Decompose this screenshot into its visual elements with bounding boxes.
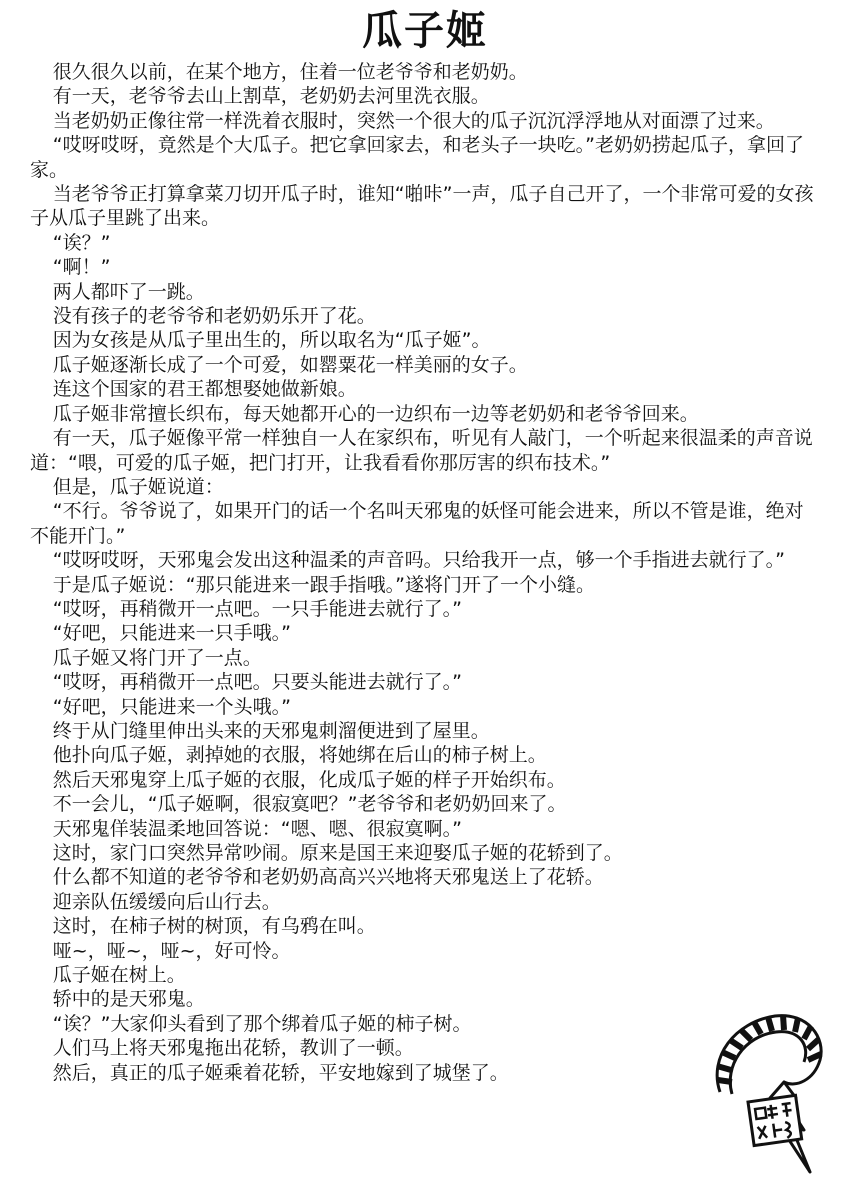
paragraph: “哎呀，再稍微开一点吧。一只手能进去就行了。” <box>52 597 462 620</box>
paragraph: “哎呀哎呀，竟然是个大瓜子。把它拿回家去，和老头子一块吃。”老奶奶捞起瓜子，拿回了家。 <box>30 134 804 181</box>
paragraph: 终于从门缝里伸出头来的天邪鬼刺溜便进到了屋里。 <box>52 719 490 742</box>
paragraph: 很久很久以前，在某个地方，住着一位老爷爷和老奶奶。 <box>52 61 528 83</box>
paragraph: 瓜子姬逐渐长成了一个可爱，如罂粟花一样美丽的女子。 <box>52 353 528 376</box>
paragraph: 两人都吓了一跳。 <box>52 280 205 303</box>
paragraph: “好吧，只能进来一个头哦。” <box>52 695 291 718</box>
paragraph: “诶？” <box>52 231 111 254</box>
paragraph: 什么都不知道的老爷爷和老奶奶高高兴兴地将天邪鬼送上了花轿。 <box>52 866 604 889</box>
paragraph: 这时，在柿子树的树顶，有乌鸦在叫。 <box>52 915 376 938</box>
paragraph: 因为女孩是从瓜子里出生的，所以取名为“瓜子姬”。 <box>52 329 491 352</box>
paragraph: 人们马上将天邪鬼拖出花轿，教训了一顿。 <box>52 1037 414 1060</box>
paragraph: “哎呀哎呀，天邪鬼会发出这种温柔的声音吗。只给我开一点，够一个手指进去就行了。” <box>52 549 785 572</box>
stylized-emblem-icon <box>700 1002 830 1187</box>
paragraph: “啊！” <box>52 256 111 279</box>
paragraph: 迎亲队伍缓缓向后山行去。 <box>52 890 281 913</box>
paragraph: 当老奶奶正像往常一样洗着衣服时，突然一个很大的瓜子沉沉浮浮地从对面漂了过来。 <box>52 109 775 132</box>
paragraph: 然后，真正的瓜子姬乘着花轿，平安地嫁到了城堡了。 <box>52 1061 509 1084</box>
paragraph: 瓜子姬又将门开了一点。 <box>52 646 262 669</box>
paragraph: 哑~，哑~，哑~，好可怜。 <box>52 939 291 962</box>
paragraph: “好吧，只能进来一只手哦。” <box>52 622 291 645</box>
paragraph: 不一会儿，“瓜子姬啊，很寂寞吧？”老爷爷和老奶奶回来了。 <box>52 793 567 816</box>
paragraph: 没有孩子的老爷爷和老奶奶乐开了花。 <box>52 305 376 328</box>
paragraph: 于是瓜子姬说：“那只能进来一跟手指哦。”遂将门开了一个小缝。 <box>52 573 595 596</box>
paragraph: “不行。爷爷说了，如果开门的话一个名叫天邪鬼的妖怪可能会进来，所以不管是谁，绝对不能开门。” <box>30 500 804 547</box>
paragraph: 瓜子姬在树上。 <box>52 964 186 987</box>
paragraph: 有一天，老爷爷去山上割草，老奶奶去河里洗衣服。 <box>52 85 490 108</box>
paragraph: “哎呀，再稍微开一点吧。只要头能进去就行了。” <box>52 671 462 694</box>
paragraph: “诶？”大家仰头看到了那个绑着瓜子姬的柿子树。 <box>52 1012 472 1035</box>
paragraph: 轿中的是天邪鬼。 <box>52 988 205 1011</box>
paragraph: 天邪鬼佯装温柔地回答说：“嗯、嗯、很寂寞啊。” <box>52 817 462 840</box>
paragraph: 瓜子姬非常擅长织布，每天她都开心的一边织布一边等老奶奶和老爷爷回来。 <box>52 402 699 425</box>
story-body <box>30 60 820 1085</box>
page-title: 瓜子姬 <box>362 8 488 54</box>
paragraph: 他扑向瓜子姬，剥掉她的衣服，将她绑在后山的柿子树上。 <box>52 744 547 767</box>
paragraph: 当老爷爷正打算拿菜刀切开瓜子时，谁知“啪咔”一声，瓜子自己开了，一个非常可爱的女孩子从瓜子里跳了出来。 <box>30 183 814 230</box>
paragraph: 然后天邪鬼穿上瓜子姬的衣服，化成瓜子姬的样子开始织布。 <box>52 768 566 791</box>
paragraph: 有一天，瓜子姬像平常一样独自一人在家织布，听见有人敲门，一个听起来很温柔的声音说道：“喂，可爱的瓜子姬，把门打开，让我看看你那厉害的织布技术。” <box>30 427 813 474</box>
paragraph: 连这个国家的君王都想娶她做新娘。 <box>52 378 357 401</box>
paragraph: 但是，瓜子姬说道： <box>52 475 224 498</box>
paragraph: 这时，家门口突然异常吵闹。原来是国王来迎娶瓜子姬的花轿到了。 <box>52 842 623 864</box>
